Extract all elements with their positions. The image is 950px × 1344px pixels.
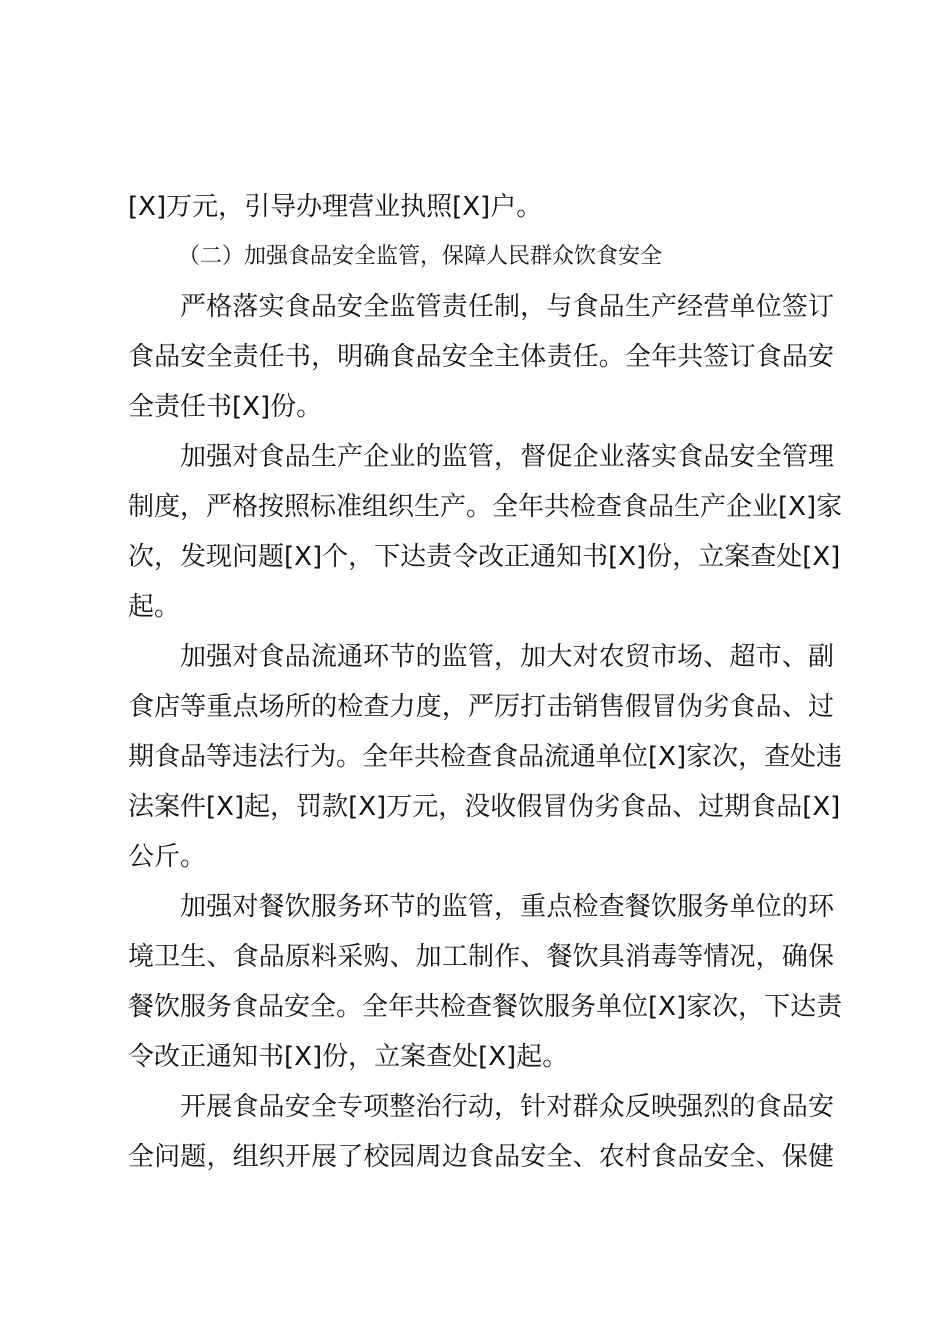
text-line: 全问题，组织开展了校园周边食品安全、农村食品安全、保健	[128, 1142, 834, 1172]
text-line: 制度，严格按照标准组织生产。全年共检查食品生产企业[X]家	[128, 492, 843, 522]
text-line: 法案件[X]起，罚款[X]万元，没收假冒伪劣食品、过期食品[X]	[128, 792, 841, 822]
document-page	[128, 182, 843, 1182]
text-line: 令改正通知书[X]份，立案查处[X]起。	[128, 1042, 569, 1072]
section-heading: （二）加强食品安全监管，保障人民群众饮食安全	[178, 244, 663, 269]
text-line: 食品安全责任书，明确食品安全主体责任。全年共签订食品安	[128, 342, 834, 372]
text-line: 境卫生、食品原料采购、加工制作、餐饮具消毒等情况，确保	[128, 942, 834, 972]
text-line: [X]万元，引导办理营业执照[X]户。	[128, 192, 543, 222]
text-line: 加强对餐饮服务环节的监管，重点检查餐饮服务单位的环	[180, 892, 834, 922]
text-line: 餐饮服务食品安全。全年共检查餐饮服务单位[X]家次，下达责	[128, 992, 843, 1022]
text-line: 全责任书[X]份。	[128, 392, 323, 422]
text-line: 公斤。	[128, 842, 207, 872]
text-line: 开展食品安全专项整治行动，针对群众反映强烈的食品安	[180, 1092, 834, 1122]
text-line: 严格落实食品安全监管责任制，与食品生产经营单位签订	[180, 292, 834, 322]
text-line: 食店等重点场所的检查力度，严厉打击销售假冒伪劣食品、过	[128, 692, 834, 722]
text-line: 加强对食品流通环节的监管，加大对农贸市场、超市、副	[180, 642, 834, 672]
text-line: 期食品等违法行为。全年共检查食品流通单位[X]家次，查处违	[128, 742, 843, 772]
text-line: 次，发现问题[X]个，下达责令改正通知书[X]份，立案查处[X]	[128, 542, 841, 572]
text-line: 起。	[128, 592, 181, 622]
text-line: 加强对食品生产企业的监管，督促企业落实食品安全管理	[180, 442, 834, 472]
